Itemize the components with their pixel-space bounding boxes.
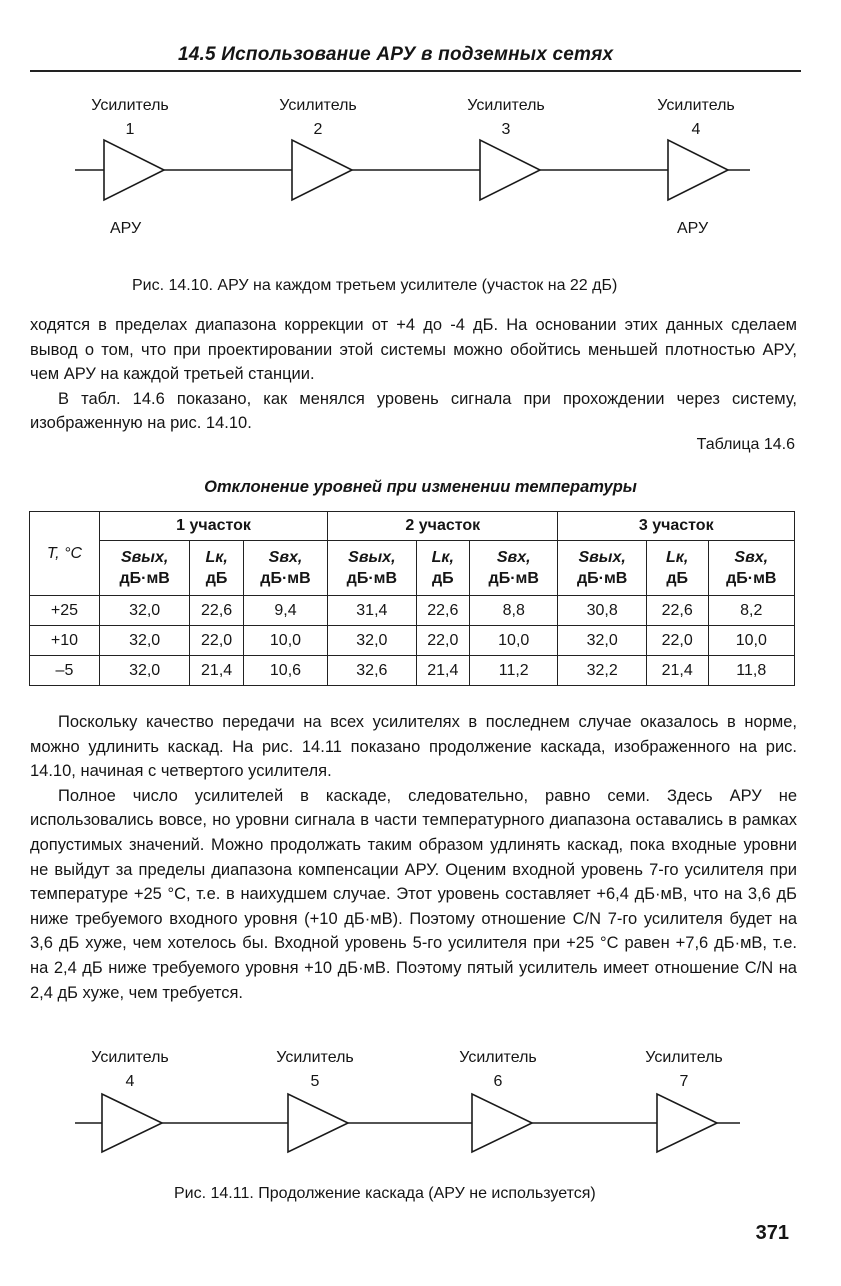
paragraph-4: Полное число усилителей в каскаде, следовательно, равно семи. Здесь АРУ не использовались вовсе, но уровни сигнала в части температурного диапазона оставались в рамках допустимых значений. Можно продолжать таким образом удлинять каскад, пока входные уровни не выйдут за пределы диапазона компенсации АРУ. Оценим входной уровень 7-го усилителя при температуре +25 °С, т.е. в наихудшем случае. Этот уровень составляет +6,4 дБ·мВ, что на 3,6 дБ ниже требуемого входного уровня (+10 дБ·мВ). Поэтому отношение C/N 7-го усилителя будет на 3,6 дБ хуже, чем хотелось бы. Входной уровень 5-го усилителя при +25 °С равен +7,6 дБ·мВ, т.е. на 2,4 дБ ниже требуемого уровня +10 дБ·мВ. Поэтому пятый усилитель имеет отношение C/N на 2,4 дБ хуже, чем требуется. [30,786,797,1002]
fig1-cascade-diagram [0,130,841,210]
text-block-2 [30,710,797,1005]
fig2-amp-4-triangle [102,1094,162,1152]
table-title: Отклонение уровней при изменении температуры [204,478,637,496]
table-cell: 10,6 [243,656,327,686]
table-cell: +25 [30,596,100,626]
page-number: 371 [755,1222,789,1244]
table-header-row [30,512,795,541]
table-cell: 10,0 [470,626,558,656]
table-cell: 22,6 [190,596,243,626]
fig1-amp-3-label: Усилитель 3 [467,97,545,138]
col-header: Lк, дБ [646,541,708,596]
fig1-amp-1-label: Усилитель 1 [91,97,169,138]
paragraph-3: Поскольку качество передачи на всех усилителях в последнем случае оказалось в норме, можно удлинить каскад. На рис. 14.11 показано продолжение каскада, изображенного на рис. 14.10, начиная с четвертого усилителя. [30,713,797,781]
fig2-amp-7-triangle [657,1094,717,1152]
section-header-3: 3 участок [558,512,795,541]
table-cell: 22,6 [416,596,469,626]
col-header: Sвх, дБ·мВ [470,541,558,596]
table-cell: 32,6 [328,656,416,686]
table-cell: 30,8 [558,596,646,626]
col-header: Sвх, дБ·мВ [243,541,327,596]
col-header: Sвых, дБ·мВ [99,541,189,596]
col-header: Sвых, дБ·мВ [558,541,646,596]
fig1-amp-4-label: Усилитель 4 [657,97,735,138]
fig2-amp-5-label: Усилитель 5 [276,1049,354,1090]
table-cell: 22,0 [646,626,708,656]
table-cell: 21,4 [646,656,708,686]
table-cell: 32,2 [558,656,646,686]
temp-header: T, °С [30,512,100,596]
table-cell: 32,0 [99,626,189,656]
fig1-amp-1-triangle [104,140,164,200]
fig1-amp-2-triangle [292,140,352,200]
table-cell: 9,4 [243,596,327,626]
table-row [30,656,795,686]
table-cell: 21,4 [416,656,469,686]
paragraph-2: В табл. 14.6 показано, как менялся уровень сигнала при прохождении через систему, изображенную на рис. 14.10. [30,389,797,433]
fig1-amp-4-triangle [668,140,728,200]
table-cell: 32,0 [99,596,189,626]
fig2-amp-6-triangle [472,1094,532,1152]
table-cell: 22,0 [416,626,469,656]
fig1-agc-label-1: АРУ [110,220,142,237]
table-cell: 10,0 [243,626,327,656]
col-header: Lк, дБ [190,541,243,596]
table-cell: 32,0 [558,626,646,656]
col-header: Lк, дБ [416,541,469,596]
col-header: Sвх, дБ·мВ [708,541,794,596]
section-header: 14.5 Использование АРУ в подземных сетях [178,44,614,65]
section-header-1: 1 участок [99,512,327,541]
table-cell: 10,0 [708,626,794,656]
fig2-caption: Рис. 14.11. Продолжение каскада (АРУ не используется) [174,1185,596,1202]
table-row [30,626,795,656]
fig1-amp-3-triangle [480,140,540,200]
table-subheader-row [30,541,795,596]
table-row [30,596,795,626]
table-cell: 11,2 [470,656,558,686]
table-cell: 32,0 [328,626,416,656]
table-cell: 8,2 [708,596,794,626]
temperature-deviation-table [29,511,795,686]
table-cell: 22,0 [190,626,243,656]
fig2-amp-4-label: Усилитель 4 [91,1049,169,1090]
text-block-1 [30,313,797,436]
fig2-amp-7-label: Усилитель 7 [645,1049,723,1090]
section-header-2: 2 участок [328,512,558,541]
fig2-cascade-diagram [0,1092,841,1162]
fig2-amp-5-triangle [288,1094,348,1152]
header-rule [30,70,801,72]
fig1-caption: Рис. 14.10. АРУ на каждом третьем усилителе (участок на 22 дБ) [132,277,618,294]
table-cell: 22,6 [646,596,708,626]
table-cell: 32,0 [99,656,189,686]
fig2-amp-6-label: Усилитель 6 [459,1049,537,1090]
fig1-amp-2-label: Усилитель 2 [279,97,357,138]
table-cell: +10 [30,626,100,656]
paragraph-1: ходятся в пределах диапазона коррекции от +4 до -4 дБ. На основании этих данных сделаем вывод о том, что при проектировании этой системы можно обойтись меньшей плотностью АРУ, чем АРУ на каждой третьей станции. [30,316,797,384]
table-cell: 31,4 [328,596,416,626]
fig1-agc-label-4: АРУ [677,220,709,237]
table-number: Таблица 14.6 [696,436,795,453]
col-header: Sвых, дБ·мВ [328,541,416,596]
table-cell: 11,8 [708,656,794,686]
table-cell: 8,8 [470,596,558,626]
table-cell: –5 [30,656,100,686]
table-cell: 21,4 [190,656,243,686]
